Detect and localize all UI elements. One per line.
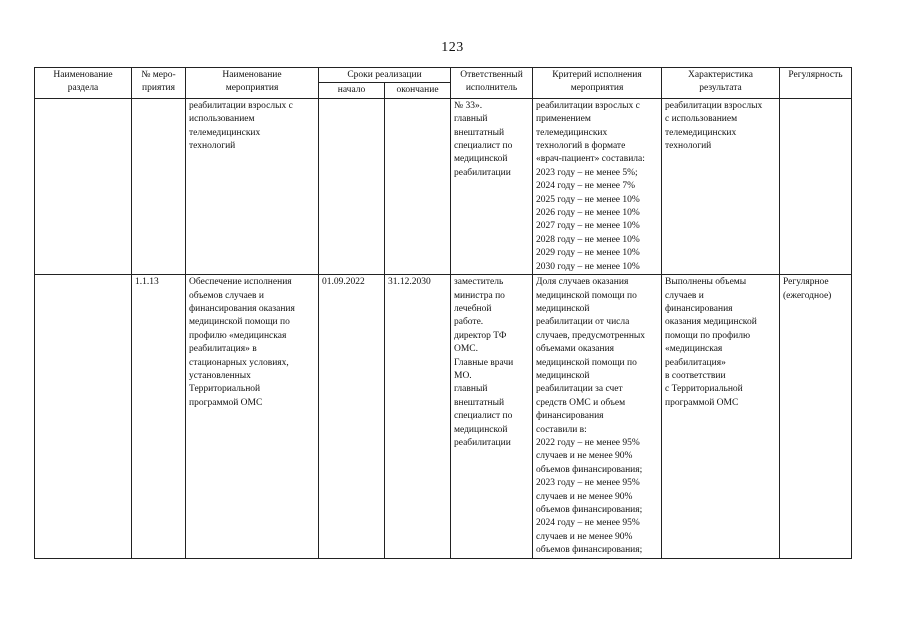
cell-result bbox=[662, 275, 780, 559]
cell-measure-name-line: установленных bbox=[189, 370, 251, 381]
cell-criterion-line: случаев и не менее 90% bbox=[536, 491, 633, 502]
cell-result-line: технологий bbox=[665, 141, 712, 152]
cell-start-date bbox=[319, 275, 385, 559]
cell-criterion-line: 2023 году – не менее 95% bbox=[536, 478, 640, 489]
cell-criterion-line: 2025 году – не менее 10% bbox=[536, 194, 640, 205]
cell-number-text: 1.1.13 bbox=[135, 277, 159, 288]
cell-criterion-line: 2030 году – не менее 10% bbox=[536, 261, 640, 272]
cell-criterion-line: 2027 году – не менее 10% bbox=[536, 221, 640, 232]
cell-measure-name-line: стационарных условиях, bbox=[189, 357, 289, 368]
header-end: окончание bbox=[385, 83, 451, 98]
cell-measure-name-line: финансирования оказания bbox=[189, 303, 295, 314]
cell-result-line: реабилитация» bbox=[665, 357, 726, 368]
cell-result-line: программой ОМС bbox=[665, 397, 739, 408]
cell-responsible-line: лечебной bbox=[454, 303, 492, 314]
cell-criterion-line: случаев и не менее 90% bbox=[536, 531, 633, 542]
cell-measure-name bbox=[186, 275, 319, 559]
cell-number bbox=[132, 98, 186, 274]
cell-criterion-line: объемов финансирования; bbox=[536, 505, 643, 515]
cell-responsible-line: реабилитации bbox=[454, 437, 511, 448]
cell-responsible-line: работе. bbox=[454, 317, 484, 328]
header-regularity: Регулярность bbox=[780, 68, 852, 99]
cell-regularity bbox=[780, 98, 852, 274]
cell-result-line: случаев и bbox=[665, 290, 704, 301]
cell-responsible-line: ОМС. bbox=[454, 344, 479, 355]
cell-result-line: с Территориальной bbox=[665, 384, 743, 395]
cell-result bbox=[662, 98, 780, 274]
table-row bbox=[35, 98, 852, 274]
cell-measure-name-line: профилю «медицинская bbox=[189, 330, 287, 341]
cell-criterion-line: медицинской помощи по bbox=[536, 290, 637, 301]
cell-result-line: «медицинская bbox=[665, 344, 723, 355]
cell-criterion-line: объемов финансирования; bbox=[536, 545, 643, 556]
cell-responsible-line: главный bbox=[454, 384, 488, 395]
cell-measure-name-line: Территориальной bbox=[189, 384, 261, 395]
cell-result-line: с использованием bbox=[665, 114, 738, 125]
cell-criterion-line: составили в: bbox=[536, 424, 587, 435]
cell-responsible-line: специалист по bbox=[454, 141, 513, 152]
cell-measure-name-line: реабилитация» в bbox=[189, 344, 257, 355]
cell-criterion bbox=[533, 98, 662, 274]
cell-criterion-line: технологий в формате bbox=[536, 141, 626, 152]
cell-responsible-line: № 33». bbox=[454, 100, 483, 111]
cell-criterion-line: 2029 году – не менее 10% bbox=[536, 248, 640, 259]
header-result: Характеристика результата bbox=[662, 68, 780, 99]
cell-criterion-line: объемов финансирования; bbox=[536, 464, 643, 475]
cell-result-line: Выполнены объемы bbox=[665, 277, 747, 288]
cell-criterion-line: реабилитации взрослых с bbox=[536, 100, 640, 111]
header-terms-group: Сроки реализации bbox=[319, 68, 451, 83]
cell-result-line: телемедицинских bbox=[665, 127, 737, 138]
header-measure-name: Наименование мероприятия bbox=[186, 68, 319, 99]
cell-criterion-line: реабилитации за счет bbox=[536, 384, 623, 395]
cell-criterion-line: медицинской помощи по bbox=[536, 357, 637, 368]
cell-criterion-line: финансирования bbox=[536, 411, 604, 422]
cell-criterion-line: объемами оказания bbox=[536, 344, 615, 355]
cell-measure-name-line: телемедицинских bbox=[189, 127, 261, 138]
cell-responsible-line: заместитель bbox=[454, 277, 504, 288]
cell-result-line: оказания медицинской bbox=[665, 317, 757, 328]
cell-end-date bbox=[385, 275, 451, 559]
cell-responsible-line: реабилитации bbox=[454, 167, 511, 178]
cell-responsible-line: директор ТФ bbox=[454, 330, 507, 341]
cell-criterion-line: медицинской bbox=[536, 303, 590, 314]
cell-criterion bbox=[533, 275, 662, 559]
cell-criterion-line: применением bbox=[536, 114, 591, 125]
cell-responsible-line: главный bbox=[454, 114, 488, 125]
cell-result-line: в соответствии bbox=[665, 370, 726, 381]
cell-regularity bbox=[780, 275, 852, 559]
measures-table bbox=[34, 67, 852, 559]
cell-responsible bbox=[451, 275, 533, 559]
cell-measure-name-line: программой ОМС bbox=[189, 397, 263, 408]
cell-regularity-line: Регулярное bbox=[783, 277, 829, 288]
cell-number bbox=[132, 275, 186, 559]
cell-criterion-line: 2022 году – не менее 95% bbox=[536, 437, 640, 448]
cell-measure-name-line: Обеспечение исполнения bbox=[189, 277, 292, 288]
cell-criterion-line: 2023 году – не менее 5%; bbox=[536, 167, 638, 178]
cell-measure-name-line: реабилитации взрослых с bbox=[189, 100, 293, 111]
cell-start-date-text: 01.09.2022 bbox=[322, 277, 365, 288]
header-section: Наименование раздела bbox=[35, 68, 132, 99]
cell-regularity-line: (ежегодное) bbox=[783, 290, 832, 301]
cell-criterion-line: средств ОМС и объем bbox=[536, 397, 626, 408]
cell-measure-name-line: медицинской помощи по bbox=[189, 317, 290, 328]
cell-result-line: помощи по профилю bbox=[665, 330, 751, 341]
cell-measure-name bbox=[186, 98, 319, 274]
cell-criterion-line: 2028 году – не менее 10% bbox=[536, 234, 640, 245]
cell-responsible-line: медицинской bbox=[454, 424, 508, 435]
header-number: № меро- приятия bbox=[132, 68, 186, 99]
cell-result-line: реабилитации взрослых bbox=[665, 100, 763, 111]
cell-criterion-line: реабилитации от числа bbox=[536, 317, 630, 328]
header-start: начало bbox=[319, 83, 385, 98]
cell-responsible-line: внештатный bbox=[454, 397, 505, 408]
table-row bbox=[35, 275, 852, 559]
cell-criterion-line: «врач-пациент» составила: bbox=[536, 154, 645, 165]
cell-criterion-line: 2026 году – не менее 10% bbox=[536, 208, 640, 219]
cell-measure-name-line: использованием bbox=[189, 114, 255, 125]
cell-responsible-line: внештатный bbox=[454, 127, 505, 138]
cell-section bbox=[35, 275, 132, 559]
cell-criterion-line: Доля случаев оказания bbox=[536, 277, 629, 288]
cell-result-line: финансирования bbox=[665, 303, 733, 314]
cell-section bbox=[35, 98, 132, 274]
cell-criterion-line: телемедицинских bbox=[536, 127, 608, 138]
cell-responsible-line: министра по bbox=[454, 290, 505, 301]
cell-measure-name-line: объемов случаев и bbox=[189, 290, 264, 301]
cell-criterion-line: 2024 году – не менее 95% bbox=[536, 518, 640, 529]
cell-end-date bbox=[385, 98, 451, 274]
cell-responsible-line: специалист по bbox=[454, 411, 513, 422]
cell-criterion-line: медицинской bbox=[536, 370, 590, 381]
cell-criterion-line: 2024 году – не менее 7% bbox=[536, 181, 636, 192]
cell-end-date-text: 31.12.2030 bbox=[388, 277, 431, 288]
page-number: 123 bbox=[441, 40, 464, 55]
cell-responsible bbox=[451, 98, 533, 274]
cell-responsible-line: Главные врачи bbox=[454, 357, 514, 368]
cell-criterion-line: случаев и не менее 90% bbox=[536, 451, 633, 462]
cell-responsible-line: МО. bbox=[454, 370, 472, 381]
header-criterion: Критерий исполнения мероприятия bbox=[533, 68, 662, 99]
cell-measure-name-line: технологий bbox=[189, 141, 236, 152]
cell-criterion-line: случаев, предусмотренных bbox=[536, 330, 646, 341]
cell-start-date bbox=[319, 98, 385, 274]
cell-responsible-line: медицинской bbox=[454, 154, 508, 165]
header-responsible: Ответственный исполнитель bbox=[451, 68, 533, 99]
